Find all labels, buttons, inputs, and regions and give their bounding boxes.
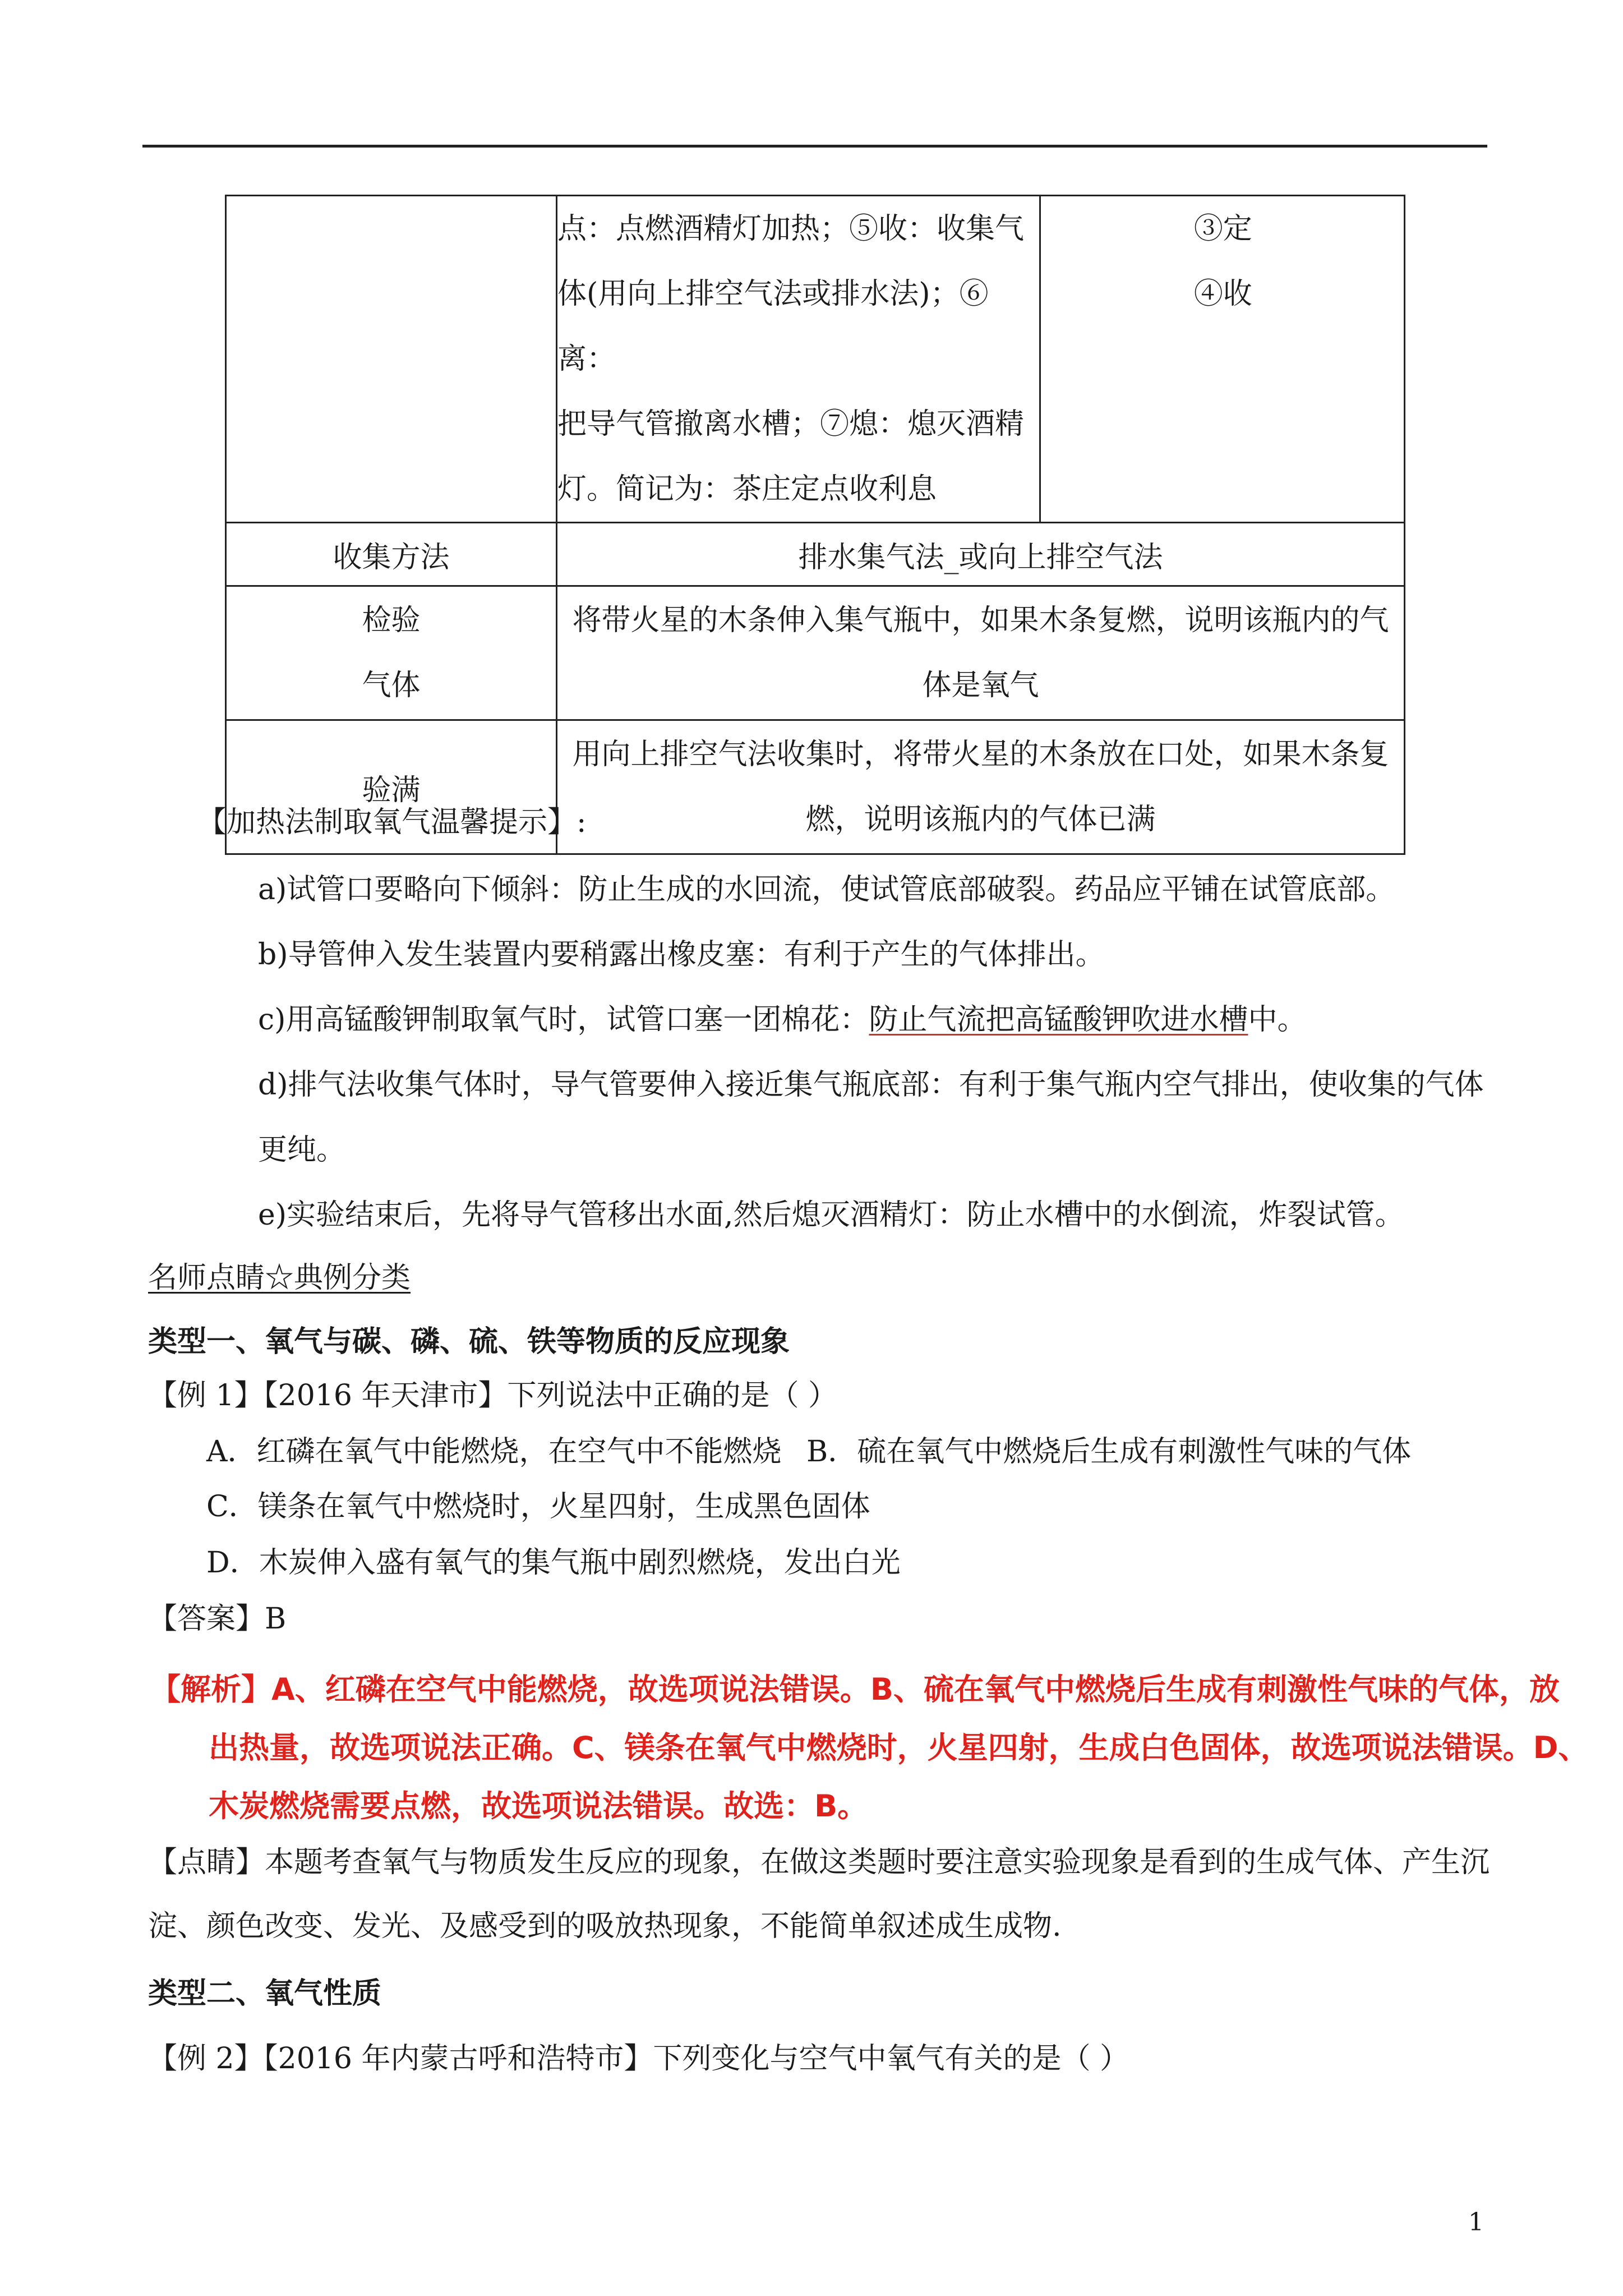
example1-analysis: [150, 1660, 1589, 1835]
steps-line: 点：点燃酒精灯加热；⑤收：收集气: [557, 212, 1025, 246]
steps-short: [1040, 196, 1405, 522]
tip-c-underlined: 防止气流把高锰酸钾吹进水槽: [869, 1003, 1248, 1037]
steps-line: 灯。简记为：茶庄定点收利息: [557, 472, 937, 506]
test-value: [557, 586, 1405, 720]
type2-heading: 类型二、氧气性质: [148, 1977, 382, 2010]
short-line: ④收: [1193, 277, 1252, 311]
tip-a: a)试管口要略向下倾斜：防止生成的水回流，使试管底部破裂。药品应平铺在试管底部。: [258, 873, 1395, 907]
full-label: 验满: [226, 720, 557, 854]
example2-stem: 【例 2】【2016 年内蒙古呼和浩特市】下列变化与空气中氧气有关的是（ ）: [148, 2042, 1129, 2076]
type1-heading: 类型一、氧气与碳、磷、硫、铁等物质的反应现象: [148, 1325, 790, 1359]
example1-option-c: C．镁条在氧气中燃烧时，火星四射，生成黑色固体: [206, 1490, 870, 1524]
example1-option-d: D．木炭伸入盛有氧气的集气瓶中剧烈燃烧，发出白光: [206, 1546, 901, 1580]
header-rule: [142, 145, 1487, 148]
steps-text: [557, 196, 1040, 522]
example1-option-a: A．红磷在氧气中能燃烧，在空气中不能燃烧: [206, 1435, 782, 1469]
oxygen-prep-table: [225, 195, 1405, 855]
analysis-line: 【解析】A、红磷在空气中能燃烧，故选项说法错误。B、硫在氧气中燃烧后生成有刺激性气味的气体，放: [150, 1672, 1560, 1707]
collect-value: 排水集气法_或向上排空气法: [557, 523, 1405, 586]
test-label-line: 气体: [362, 669, 421, 702]
section-title: 名师点睛☆典例分类: [148, 1261, 411, 1295]
tip-e: e)实验结束后，先将导气管移出水面,然后熄灭酒精灯：防止水槽中的水倒流，炸裂试管。: [258, 1198, 1404, 1232]
tip-c-post: 中。: [1248, 1003, 1307, 1037]
table-cell-empty: [226, 196, 557, 523]
table-cell-steps: [557, 196, 1405, 523]
table-row: [226, 586, 1405, 720]
analysis-line: 出热量，故选项说法正确。C、镁条在氧气中燃烧时，火星四射，生成白色固体，故选项说法错误。D、: [209, 1730, 1589, 1765]
example1-comment-line2: 淀、颜色改变、发光、及感受到的吸放热现象，不能简单叙述成生成物.: [148, 1910, 1062, 1943]
full-value: [557, 720, 1405, 854]
table-row: [226, 196, 1405, 523]
tip-d-line2: 更纯。: [258, 1133, 346, 1167]
analysis-line: 木炭燃烧需要点燃，故选项说法错误。故选：B。: [209, 1788, 868, 1824]
steps-line: 体(用向上排空气法或排水法)；⑥离：: [557, 277, 989, 376]
tip-c: [258, 1003, 1306, 1037]
short-line: ③定: [1193, 212, 1252, 246]
steps-line: 把导气管撤离水槽；⑦熄：熄灭酒精: [557, 407, 1025, 441]
page-number: 1: [1468, 2208, 1484, 2237]
test-label-line: 检验: [362, 604, 421, 637]
test-value-line: 体是氧气: [922, 669, 1039, 702]
tips-heading: 【加热法制取氧气温馨提示】:: [197, 806, 587, 839]
test-value-line: 将带火星的木条伸入集气瓶中，如果木条复燃，说明该瓶内的气: [572, 604, 1389, 637]
table-row: [226, 523, 1405, 586]
tip-d-line1: d)排气法收集气体时，导气管要伸入接近集气瓶底部：有利于集气瓶内空气排出，使收集的气体: [258, 1068, 1484, 1102]
collect-label: 收集方法: [226, 523, 557, 586]
full-value-line: 用向上排空气法收集时，将带火星的木条放在口处，如果木条复: [572, 738, 1389, 771]
test-label: [226, 586, 557, 720]
full-value-line: 燃，说明该瓶内的气体已满: [805, 803, 1156, 836]
example1-answer: 【答案】B: [148, 1602, 287, 1636]
example1-comment-line1: 【点睛】本题考查氧气与物质发生反应的现象，在做这类题时要注意实验现象是看到的生成气体、产生沉: [148, 1846, 1490, 1879]
example1-stem: 【例 1】【2016 年天津市】下列说法中正确的是（ ）: [148, 1379, 838, 1412]
tip-c-pre: c)用高锰酸钾制取氧气时，试管口塞一团棉花：: [258, 1003, 869, 1037]
tip-b: b)导管伸入发生装置内要稍露出橡皮塞：有利于产生的气体排出。: [258, 938, 1105, 972]
example1-option-b: B．硫在氧气中燃烧后生成有刺激性气味的气体: [806, 1435, 1412, 1469]
